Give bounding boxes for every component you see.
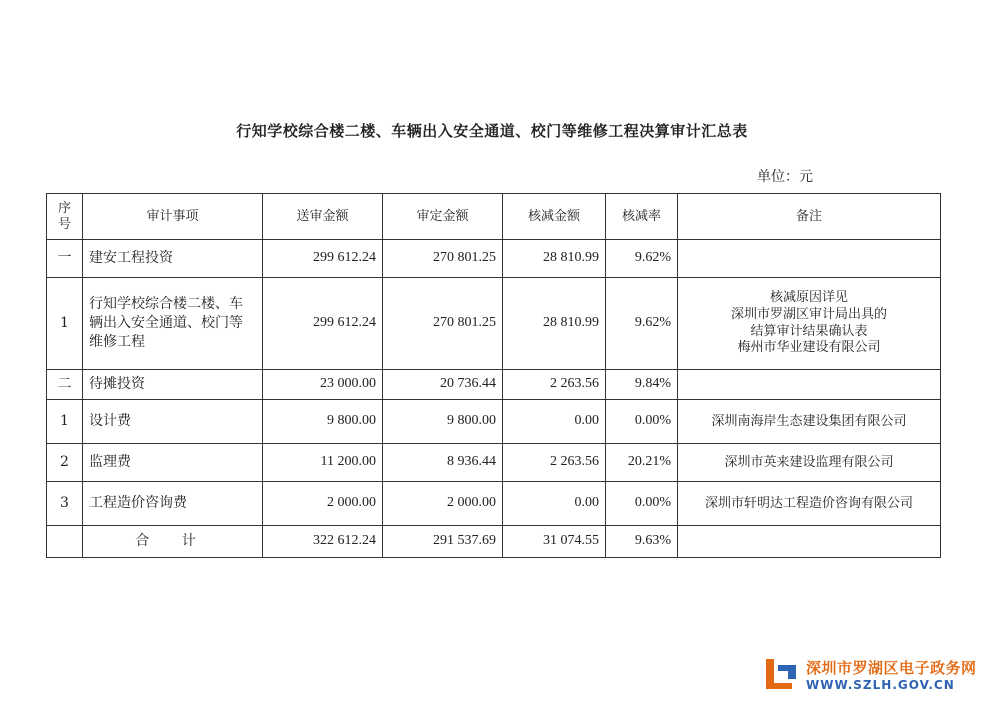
- header-remark: 备注: [678, 194, 941, 240]
- row-remark: [678, 240, 941, 278]
- row-seq: 1: [47, 278, 83, 370]
- total-reduced: 31 074.55: [503, 526, 606, 558]
- row-submitted: 11 200.00: [263, 444, 383, 482]
- header-approved: 审定金额: [383, 194, 503, 240]
- total-row: [47, 526, 941, 558]
- row-rate: 0.00%: [606, 400, 678, 444]
- row-rate: 9.84%: [606, 370, 678, 400]
- row-remark: 深圳南海岸生态建设集团有限公司: [678, 400, 941, 444]
- row-seq: 二: [47, 370, 83, 400]
- row-submitted: 9 800.00: [263, 400, 383, 444]
- row-approved: 8 936.44: [383, 444, 503, 482]
- table-row: [47, 400, 941, 444]
- row-seq: 一: [47, 240, 83, 278]
- row-approved: 2 000.00: [383, 482, 503, 526]
- row-submitted: 2 000.00: [263, 482, 383, 526]
- row-rate: 0.00%: [606, 482, 678, 526]
- row-rate: 9.62%: [606, 278, 678, 370]
- header-submitted: 送审金额: [263, 194, 383, 240]
- row-seq: 3: [47, 482, 83, 526]
- row-item: 监理费: [83, 444, 263, 482]
- table-row: [47, 444, 941, 482]
- header-seq: 序号: [47, 194, 83, 240]
- watermark-logo: [762, 655, 977, 693]
- unit-label: 单位：元: [757, 169, 813, 185]
- row-item: 建安工程投资: [83, 240, 263, 278]
- row-item: 设计费: [83, 400, 263, 444]
- total-submitted: 322 612.24: [263, 526, 383, 558]
- row-item: 待摊投资: [83, 370, 263, 400]
- row-reduced: 0.00: [503, 482, 606, 526]
- row-item: 行知学校综合楼二楼、车辆出入安全通道、校门等维修工程: [83, 278, 263, 370]
- row-reduced: 2 263.56: [503, 444, 606, 482]
- table-header-row: [47, 194, 941, 240]
- header-item: 审计事项: [83, 194, 263, 240]
- total-seq-cell: [47, 526, 83, 558]
- total-approved: 291 537.69: [383, 526, 503, 558]
- row-reduced: 28 810.99: [503, 240, 606, 278]
- row-remark: 深圳市轩明达工程造价咨询有限公司: [678, 482, 941, 526]
- table-row: [47, 482, 941, 526]
- watermark-url: WWW.SZLH.GOV.CN: [806, 677, 955, 692]
- row-submitted: 23 000.00: [263, 370, 383, 400]
- row-item: 工程造价咨询费: [83, 482, 263, 526]
- table-row: [47, 370, 941, 400]
- row-approved: 9 800.00: [383, 400, 503, 444]
- total-rate: 9.63%: [606, 526, 678, 558]
- row-reduced: 0.00: [503, 400, 606, 444]
- row-approved: 20 736.44: [383, 370, 503, 400]
- row-approved: 270 801.25: [383, 278, 503, 370]
- watermark-name: 深圳市罗湖区电子政务网: [806, 658, 977, 677]
- header-reduced: 核减金额: [503, 194, 606, 240]
- row-rate: 20.21%: [606, 444, 678, 482]
- total-remark-cell: [678, 526, 941, 558]
- row-reduced: 2 263.56: [503, 370, 606, 400]
- document-title: 行知学校综合楼二楼、车辆出入安全通道、校门等维修工程决算审计汇总表: [236, 122, 748, 140]
- row-seq: 2: [47, 444, 83, 482]
- header-rate: 核减率: [606, 194, 678, 240]
- table-row: [47, 278, 941, 370]
- row-submitted: 299 612.24: [263, 240, 383, 278]
- row-remark: [678, 370, 941, 400]
- row-remark: 深圳市英来建设监理有限公司: [678, 444, 941, 482]
- row-submitted: 299 612.24: [263, 278, 383, 370]
- szlh-logo-icon: [762, 655, 800, 693]
- row-seq: 1: [47, 400, 83, 444]
- row-remark: 核减原因详见 深圳市罗湖区审计局出具的 结算审计结果确认表 梅州市华业建设有限公司: [678, 278, 941, 370]
- table-row: [47, 240, 941, 278]
- audit-summary-table: [46, 193, 941, 558]
- total-label: 合 计: [83, 526, 263, 558]
- row-rate: 9.62%: [606, 240, 678, 278]
- row-approved: 270 801.25: [383, 240, 503, 278]
- row-reduced: 28 810.99: [503, 278, 606, 370]
